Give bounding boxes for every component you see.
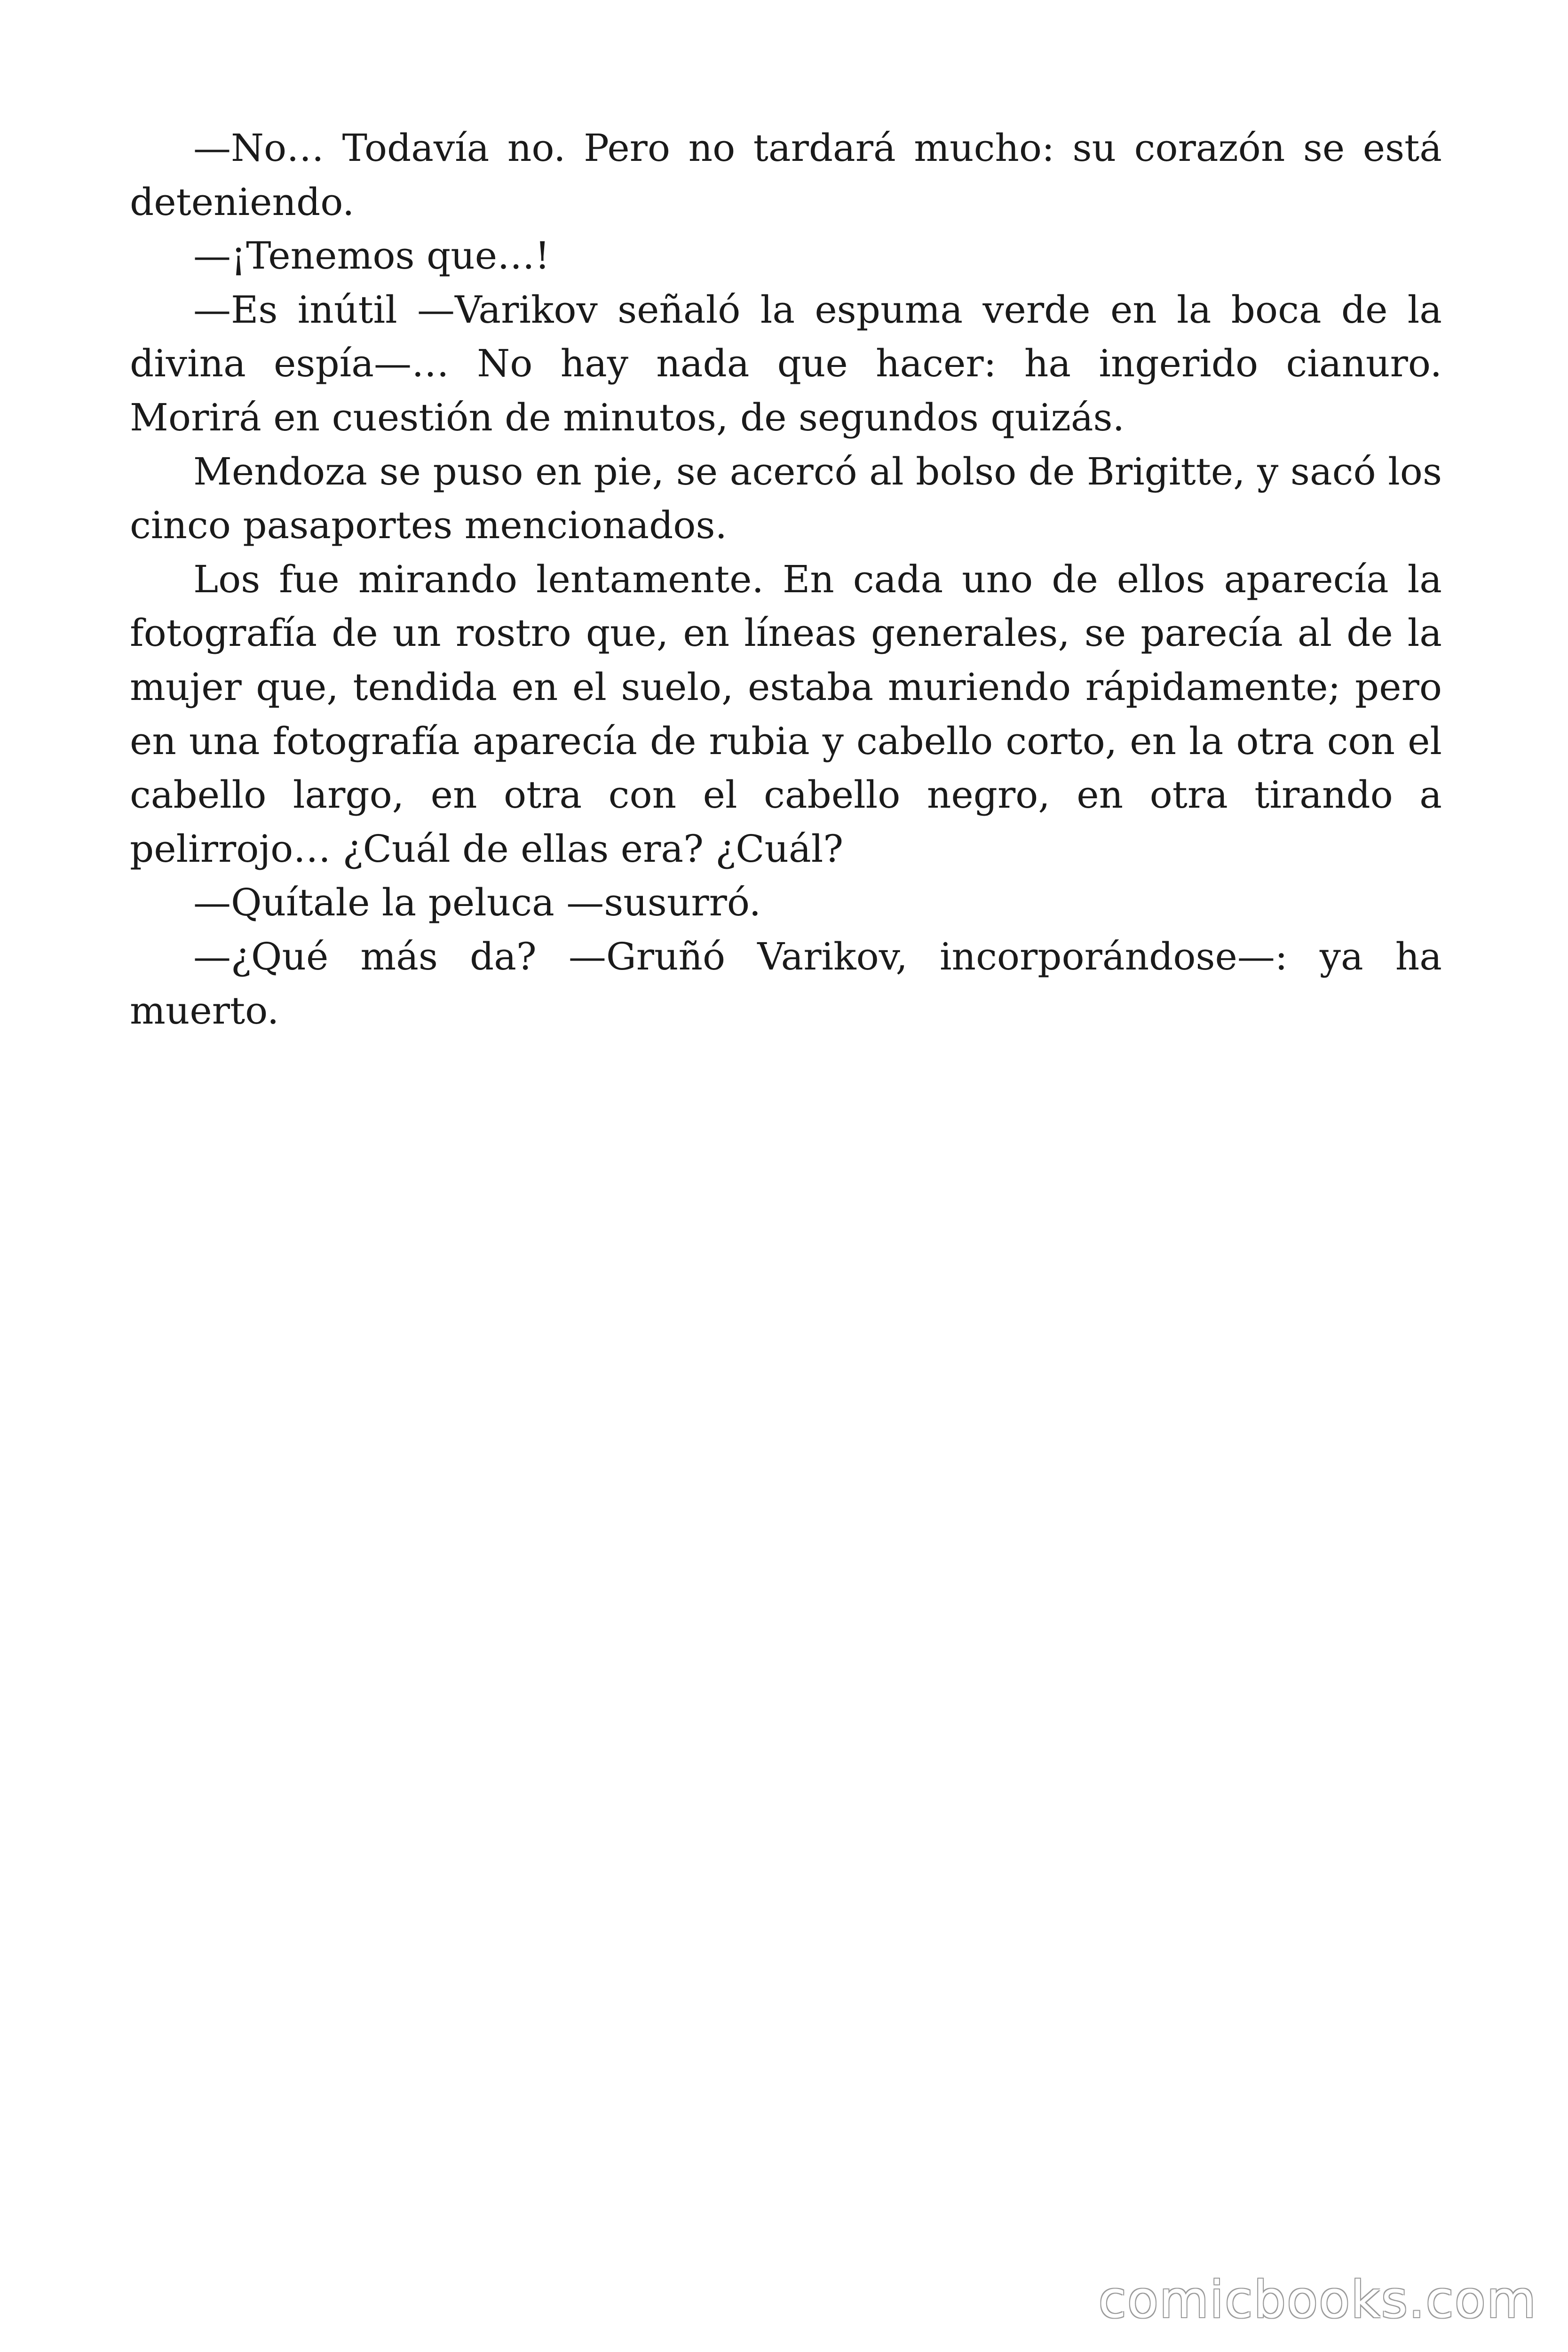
paragraph: —¡Tenemos que…! xyxy=(193,234,550,278)
site-watermark: comicbooks.com xyxy=(1098,2271,1537,2329)
paragraph: Mendoza se puso en pie, se acercó al bolso de Brigitte, y sacó los cinco pasaportes mencionados. xyxy=(130,449,1442,548)
paragraph: —Es inútil —Varikov señaló la espuma verde en la boca de la divina espía—… No hay nada que hacer: ha ingerido cianuro. Morirá en cuestión de minutos, de segundos quizás. xyxy=(130,287,1442,439)
paragraph: —¿Qué más da? —Gruñó Varikov, incorporándose—: ya ha muerto. xyxy=(130,934,1442,1033)
document-body xyxy=(130,121,1442,1038)
paragraph: —Quítale la peluca —susurró. xyxy=(193,881,761,925)
paragraph: Los fue mirando lentamente. En cada uno de ellos aparecía la fotografía de un rostro que, en líneas generales, se parecía al de la mujer que, tendida en el suelo, estaba muriendo rápidamente; pero en una fotografía aparecía de rubia y cabello corto, en la otra con el cabello largo, en otra con el cabello negro, en otra tirando a pelirrojo… ¿Cuál de ellas era? ¿Cuál? xyxy=(130,557,1442,871)
paragraph: —No… Todavía no. Pero no tardará mucho: su corazón se está deteniendo. xyxy=(130,126,1442,224)
